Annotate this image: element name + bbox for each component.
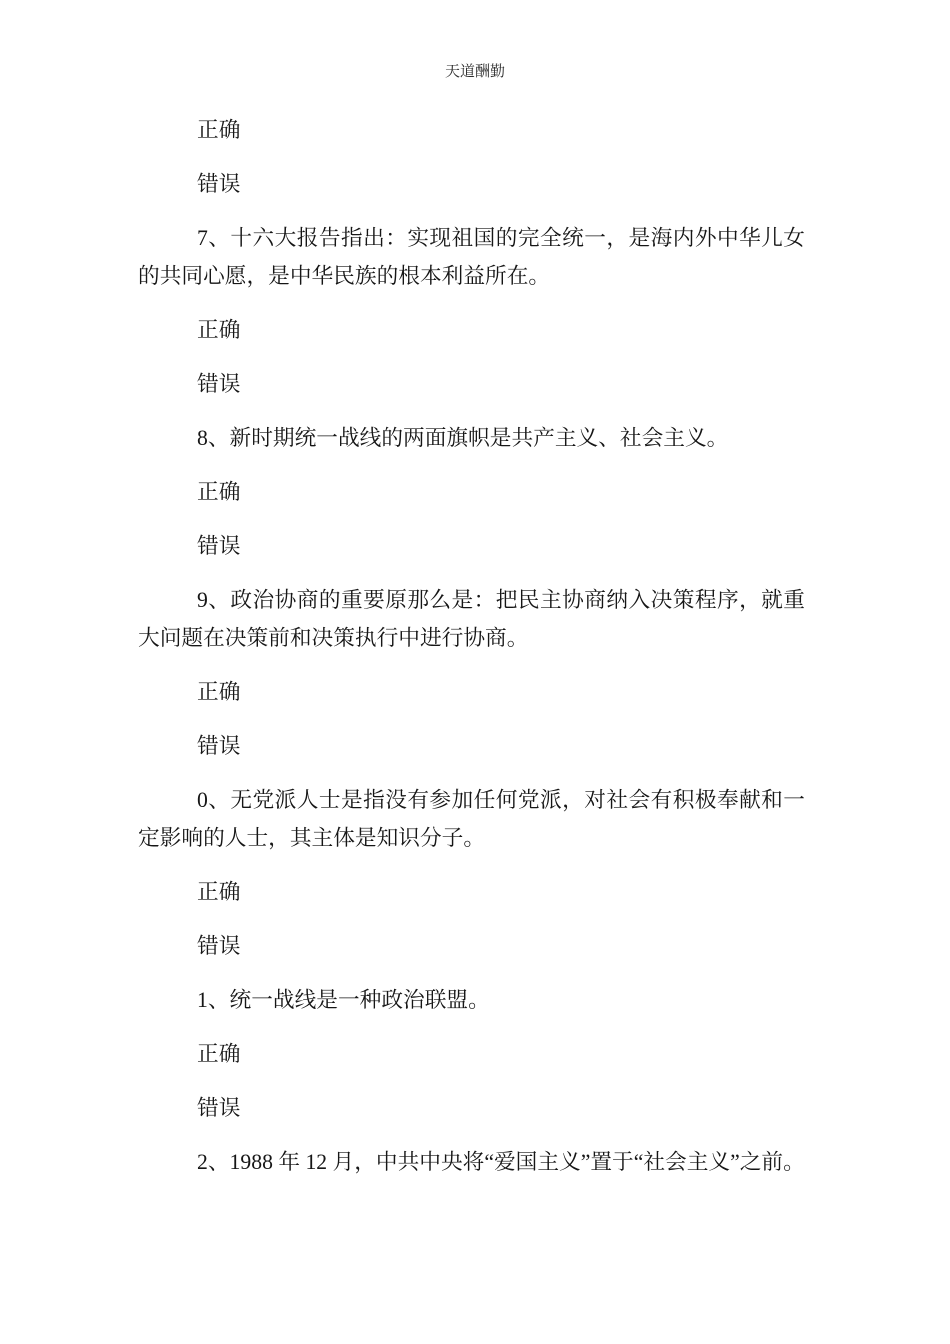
option-wrong: 错误 bbox=[197, 1096, 241, 1120]
question-2: 2、1988 年 12 月，中共中央将“爱国主义”置于“社会主义”之前。 bbox=[197, 1150, 805, 1174]
question-8: 8、新时期统一战线的两面旗帜是共产主义、社会主义。 bbox=[197, 426, 729, 450]
option-correct: 正确 bbox=[197, 318, 241, 342]
header-motto: 天道酬勤 bbox=[444, 64, 505, 80]
document-body bbox=[138, 111, 805, 1181]
option-correct: 正确 bbox=[197, 480, 241, 504]
document-header bbox=[0, 0, 950, 82]
option-correct: 正确 bbox=[197, 118, 241, 142]
question-9: 9、政治协商的重要原那么是：把民主协商纳入决策程序，就重大问题在决策前和决策执行中进行协商。 bbox=[138, 588, 805, 650]
option-wrong: 错误 bbox=[197, 172, 241, 196]
option-wrong: 错误 bbox=[197, 734, 241, 758]
question-1: 1、统一战线是一种政治联盟。 bbox=[197, 988, 490, 1012]
question-7: 7、十六大报告指出：实现祖国的完全统一，是海内外中华儿女的共同心愿，是中华民族的根本利益所在。 bbox=[138, 226, 805, 288]
option-correct: 正确 bbox=[197, 1042, 241, 1066]
option-correct: 正确 bbox=[197, 880, 241, 904]
option-wrong: 错误 bbox=[197, 372, 241, 396]
option-wrong: 错误 bbox=[197, 534, 241, 558]
question-0: 0、无党派人士是指没有参加任何党派，对社会有积极奉献和一定影响的人士，其主体是知识分子。 bbox=[138, 788, 805, 850]
option-correct: 正确 bbox=[197, 680, 241, 704]
option-wrong: 错误 bbox=[197, 934, 241, 958]
